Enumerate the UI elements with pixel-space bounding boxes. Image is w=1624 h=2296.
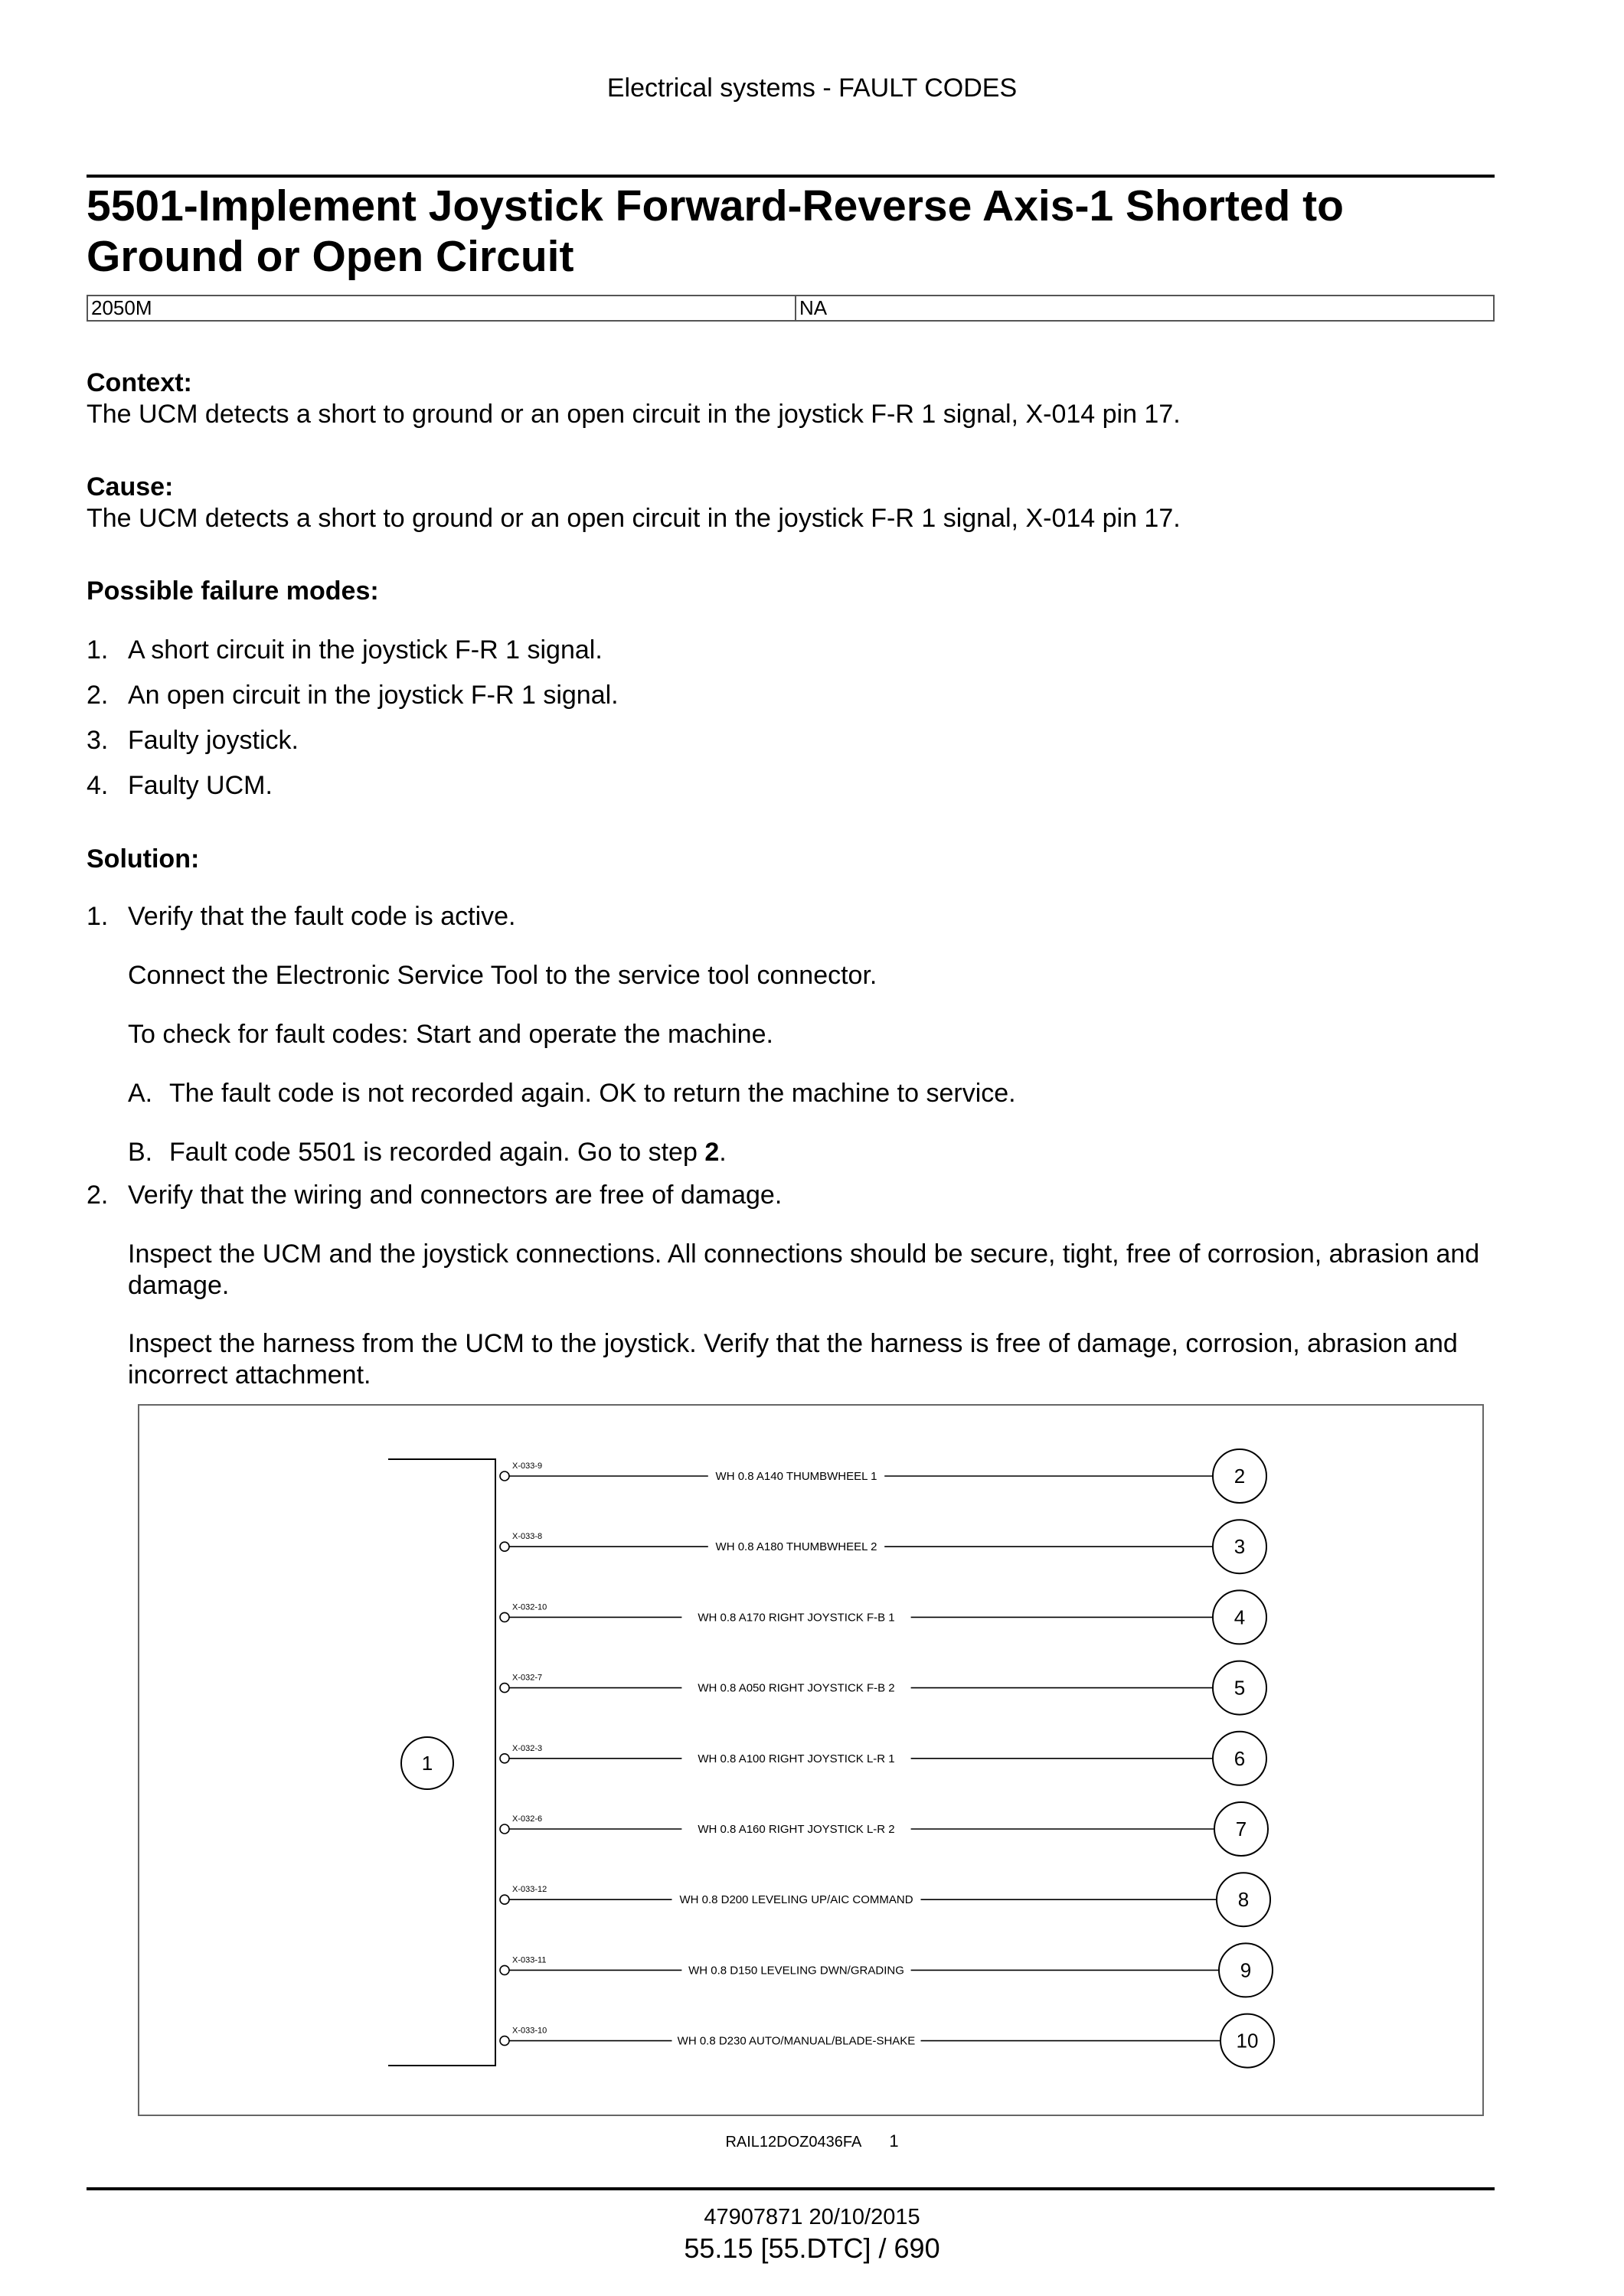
- solution-step-2: 2. Verify that the wiring and connectors are free of damage.: [87, 1181, 783, 1210]
- wire-label: WH 0.8 A140 THUMBWHEEL 1: [715, 1470, 877, 1483]
- wire-callout-label: 9: [1240, 1958, 1252, 1982]
- pin-label: X-033-12: [512, 1885, 547, 1895]
- wiring-diagram: [138, 1404, 1484, 2116]
- solution-heading: Solution:: [87, 844, 200, 874]
- wire-callout-label: 2: [1234, 1465, 1246, 1488]
- step-reference: 2: [704, 1138, 720, 1167]
- wire-label: WH 0.8 A100 RIGHT JOYSTICK L-R 1: [698, 1752, 895, 1765]
- figure-code: RAIL12DOZ0436FA: [725, 2134, 862, 2151]
- step-1-paragraph: To check for fault codes: Start and operate the machine.: [128, 1020, 773, 1049]
- pin-label: X-033-8: [512, 1532, 543, 1542]
- pin-label: X-032-7: [512, 1673, 543, 1683]
- figure-caption: [0, 2131, 1624, 2151]
- pin-label: X-033-10: [512, 2026, 547, 2036]
- running-header: Electrical systems - FAULT CODES: [606, 73, 1018, 103]
- pin-label: X-032-3: [512, 1743, 543, 1753]
- model-cell: 2050M: [87, 296, 796, 321]
- failure-mode-item: 2. An open circuit in the joystick F-R 1 signal.: [87, 681, 619, 710]
- failure-mode-item: 4. Faulty UCM.: [87, 771, 273, 800]
- pin-terminal: [500, 1684, 509, 1693]
- wire-label: WH 0.8 D230 AUTO/MANUAL/BLADE-SHAKE: [677, 2034, 916, 2048]
- pin-terminal: [500, 1754, 509, 1763]
- solution-step-1: 1. Verify that the fault code is active.: [87, 902, 516, 931]
- pin-label: X-032-6: [512, 1814, 543, 1824]
- wire-callout-label: 5: [1234, 1676, 1246, 1700]
- step-1-option-b: B. Fault code 5501 is recorded again. Go to step 2.: [128, 1138, 727, 1167]
- wire-label: WH 0.8 D200 LEVELING UP/AIC COMMAND: [679, 1893, 913, 1907]
- wire-label: WH 0.8 A050 RIGHT JOYSTICK F-B 2: [698, 1681, 895, 1695]
- page-title: 5501-Implement Joystick Forward-Reverse Axis-1 Shorted to Ground or Open Circuit: [87, 181, 1344, 281]
- wire-callout-label: 3: [1234, 1535, 1246, 1559]
- figure-number: 1: [889, 2131, 899, 2151]
- failure-mode-item: 1. A short circuit in the joystick F-R 1 signal.: [87, 635, 603, 665]
- wire-callout-label: 8: [1237, 1888, 1250, 1912]
- component-callout-label: 1: [421, 1752, 433, 1775]
- wire-callout-label: 7: [1235, 1818, 1247, 1840]
- wire-callout-label: 6: [1234, 1746, 1246, 1770]
- wire-label: WH 0.8 D150 LEVELING DWN/GRADING: [688, 1964, 904, 1978]
- pin-label: X-033-11: [512, 1955, 547, 1965]
- wire-callout-label: 4: [1234, 1605, 1246, 1629]
- footer-rule: [87, 2187, 1495, 2190]
- wire-label: WH 0.8 A170 RIGHT JOYSTICK F-B 1: [698, 1611, 895, 1625]
- failure-mode-item: 3. Faulty joystick.: [87, 726, 299, 755]
- footer-page-number: 55.15 [55.DTC] / 690: [684, 2232, 940, 2264]
- cause-heading: Cause:: [87, 472, 174, 501]
- step-1-paragraph: Connect the Electronic Service Tool to the service tool connector.: [128, 961, 877, 990]
- pin-terminal: [500, 1824, 509, 1834]
- pin-terminal: [500, 1965, 509, 1974]
- pin-terminal: [500, 1542, 509, 1551]
- pin-label: X-033-9: [512, 1462, 543, 1471]
- pin-terminal: [500, 1471, 509, 1481]
- model-table: [87, 295, 1495, 322]
- step-2-paragraph: Inspect the UCM and the joystick connections. All connections should be secure, tight, free of corrosion, abrasion and damage.: [128, 1239, 1480, 1300]
- wire-label: WH 0.8 A160 RIGHT JOYSTICK L-R 2: [698, 1823, 895, 1836]
- context-heading: Context:: [87, 368, 192, 397]
- region-cell: NA: [796, 296, 1494, 321]
- footer-doc-id: 47907871 20/10/2015: [704, 2205, 920, 2229]
- cause-text: The UCM detects a short to ground or an open circuit in the joystick F-R 1 signal, X-014 pin 17.: [87, 504, 1181, 533]
- wire-callout-label: 10: [1236, 2029, 1259, 2053]
- pin-terminal: [500, 2036, 509, 2046]
- pin-label: X-032-10: [512, 1602, 547, 1612]
- wiring-diagram-svg: [139, 1406, 1482, 2115]
- pin-terminal: [500, 1895, 509, 1904]
- wire-label: WH 0.8 A180 THUMBWHEEL 2: [715, 1540, 877, 1554]
- step-1-option-a: A. The fault code is not recorded again. OK to return the machine to service.: [128, 1079, 1016, 1108]
- step-2-paragraph: Inspect the harness from the UCM to the joystick. Verify that the harness is free of damage, corrosion, abrasion and incorrect attachment.: [128, 1329, 1458, 1390]
- context-text: The UCM detects a short to ground or an open circuit in the joystick F-R 1 signal, X-014 pin 17.: [87, 400, 1181, 429]
- title-rule: [87, 175, 1495, 178]
- failure-modes-heading: Possible failure modes:: [87, 576, 379, 606]
- pin-terminal: [500, 1612, 509, 1622]
